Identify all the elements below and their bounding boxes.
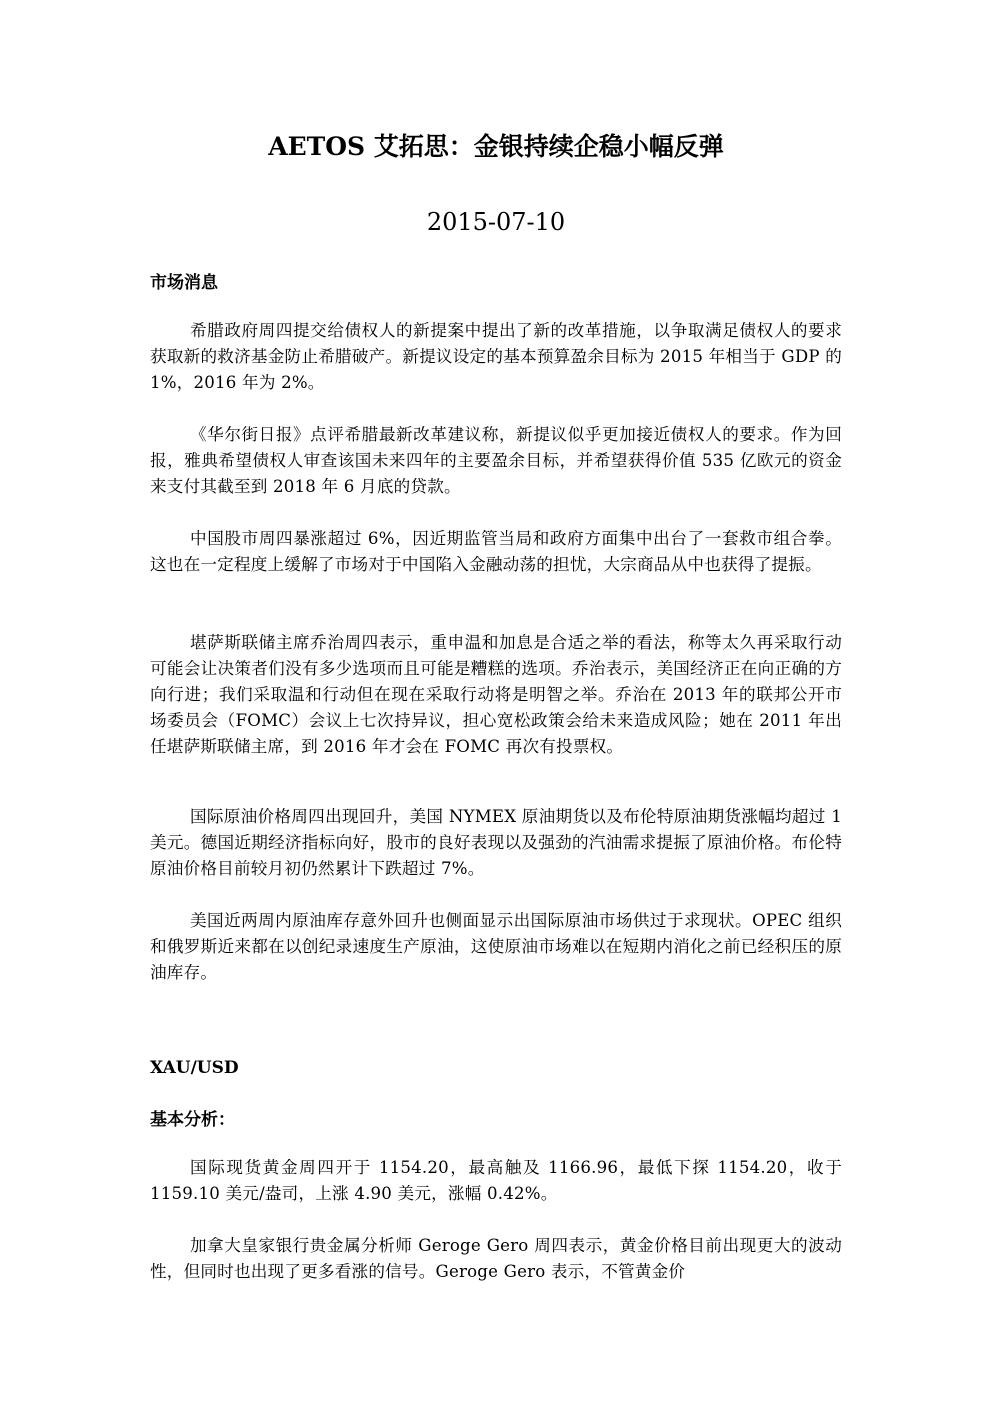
- paragraph: 中国股市周四暴涨超过 6%，因近期监管当局和政府方面集中出台了一套救市组合拳。这也在一定程度上缓解了市场对于中国陷入金融动荡的担忧，大宗商品从中也获得了提振。: [150, 529, 842, 574]
- section-heading-xau-usd: XAU/USD: [150, 1058, 239, 1078]
- paragraph: 加拿大皇家银行贵金属分析师 Geroge Gero 周四表示，黄金价格目前出现更大的波动性，但同时也出现了更多看涨的信号。Geroge Gero 表示，不管黄金价: [150, 1236, 842, 1281]
- paragraph: 堪萨斯联储主席乔治周四表示，重申温和加息是合适之举的看法，称等太久再采取行动可能会让决策者们没有多少选项而且可能是糟糕的选项。乔治表示，美国经济正在向正确的方向行进；我们采取温和行动但在现在采取行动将是明智之举。乔治在 2013 年的联邦公开市场委员会（FOMC）会议上七次持异议，担心宽松政策会给未来造成风险；她在 2011 年出任堪萨斯联储主席，到 2016 年才会在 FOMC 再次有投票权。: [150, 633, 842, 756]
- section-heading-fundamental-analysis: 基本分析：: [150, 1110, 235, 1130]
- document-date: 2015-07-10: [426, 208, 566, 236]
- document-title: AETOS 艾拓思：金银持续企稳小幅反弹: [268, 132, 724, 161]
- paragraph: 美国近两周内原油库存意外回升也侧面显示出国际原油市场供过于求现状。OPEC 组织和俄罗斯近来都在以创纪录速度生产原油，这使原油市场难以在短期内消化之前已经积压的原油库存。: [150, 911, 842, 982]
- paragraph: 国际原油价格周四出现回升，美国 NYMEX 原油期货以及布伦特原油期货涨幅均超过 1 美元。德国近期经济指标向好，股市的良好表现以及强劲的汽油需求提振了原油价格。布伦特原油价格目前较月初仍然累计下跌超过 7%。: [150, 807, 842, 878]
- paragraph: 国际现货黄金周四开于 1154.20，最高触及 1166.96，最低下探 1154.20，收于 1159.10 美元/盎司，上涨 4.90 美元，涨幅 0.42%。: [150, 1158, 842, 1203]
- paragraph: 《华尔街日报》点评希腊最新改革建议称，新提议似乎更加接近债权人的要求。作为回报，雅典希望债权人审查该国未来四年的主要盈余目标，并希望获得价值 535 亿欧元的资金来支付其截至到 2018 年 6 月底的贷款。: [150, 425, 842, 496]
- section-heading-market-news: 市场消息: [150, 273, 218, 293]
- paragraph: 希腊政府周四提交给债权人的新提案中提出了新的改革措施，以争取满足债权人的要求获取新的救济基金防止希腊破产。新提议设定的基本预算盈余目标为 2015 年相当于 GDP 的 1%，2016 年为 2%。: [150, 321, 842, 392]
